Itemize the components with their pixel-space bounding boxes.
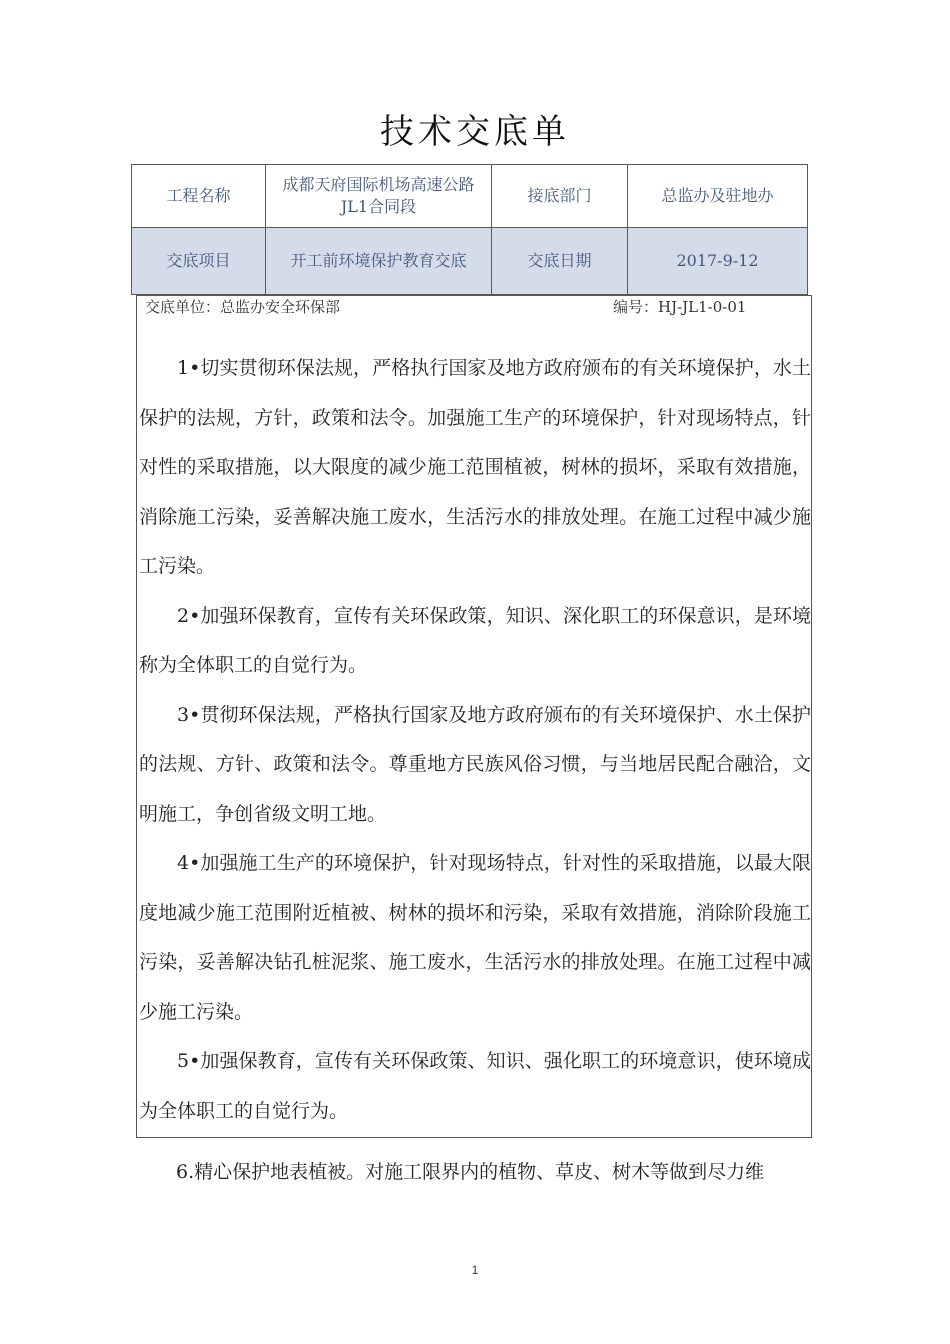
document-title: 技术交底单	[380, 112, 570, 152]
item-label: 交底项目	[132, 228, 266, 295]
paragraph-6: 6.精心保护地表植被。对施工限界内的植物、草皮、树木等做到尽力维	[176, 1161, 765, 1183]
content-box	[136, 295, 812, 1138]
date-value: 2017-9-12	[628, 228, 808, 295]
issuing-unit: 交底单位：总监办安全环保部	[145, 298, 341, 316]
info-row-item	[132, 228, 808, 295]
paragraph-5: 5•加强保教育，宣传有关环保政策、知识、强化职工的环境意识，使环境成为全体职工的自觉行为。	[139, 1050, 811, 1122]
info-row-project	[132, 165, 808, 228]
paragraph-1: 1•切实贯彻环保法规，严格执行国家及地方政府颁布的有关环境保护，水土保护的法规，方针，政策和法令。加强施工生产的环境保护，针对现场特点，针对性的采取措施，以大限度的减少施工范围植被，树林的损坏，采取有效措施，消除施工污染，妥善解决施工废水，生活污水的排放处理。在施工过程中减少施工污染。	[139, 357, 811, 577]
project-name-value: 成都天府国际机场高速公路JL1合同段	[266, 165, 492, 228]
paragraph-3: 3•贯彻环保法规，严格执行国家及地方政府颁布的有关环境保护、水土保护的法规、方针、政策和法令。尊重地方民族风俗习惯，与当地居民配合融洽，文明施工，争创省级文明工地。	[139, 703, 811, 825]
paragraph-2: 2•加强环保教育，宣传有关环保政策，知识、深化职工的环保意识，是环境称为全体职工的自觉行为。	[139, 604, 811, 676]
content-body	[139, 344, 811, 1136]
project-name-label: 工程名称	[132, 165, 266, 228]
item-value: 开工前环境保护教育交底	[266, 228, 492, 295]
info-table	[131, 164, 808, 295]
page-number: 1	[471, 1263, 479, 1277]
date-label: 交底日期	[492, 228, 628, 295]
paragraph-4: 4•加强施工生产的环境保护，针对现场特点，针对性的采取措施，以最大限度地减少施工范围附近植被、树林的损坏和污染，采取有效措施，消除阶段施工污染，妥善解决钻孔桩泥浆、施工废水，生活污水的排放处理。在施工过程中减少施工污染。	[139, 852, 811, 1023]
document-code: 编号：HJ-JL1-0-01	[613, 298, 747, 316]
receiving-dept-label: 接底部门	[492, 165, 628, 228]
receiving-dept-value: 总监办及驻地办	[628, 165, 808, 228]
